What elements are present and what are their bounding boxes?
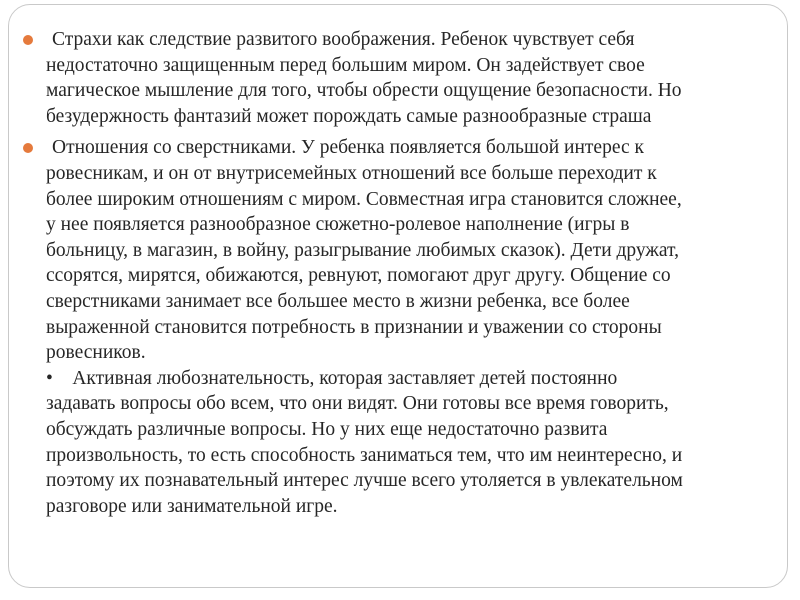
text-line: ровесникам, и он от внутрисемейных отношений все больше переходит к [46,162,657,184]
text-line: более широким отношениям с миром. Совместная игра становится сложнее, [46,188,682,210]
slide-body [22,27,774,519]
text-line: Страхи как следствие развитого воображения. Ребенок чувствует себя [52,29,635,50]
text-line: Отношения со сверстниками. У ребенка появляется большой интерес к [52,137,644,159]
text-line: ровесников. [46,342,146,364]
text-line: у нее появляется разнообразное сюжетно-ролевое наполнение (игры в [46,214,630,236]
paragraph-fears [22,27,774,129]
text-line: недостаточно защищенным перед большим миром. Он задействует свое [46,54,645,76]
text-line: больницу, в магазин, в войну, разыгрывание любимых сказок). Дети дружат, [46,239,679,261]
text-line: поэтому их познавательный интерес лучше всего утоляется в увлекательном [46,470,683,492]
text-line: безудержность фантазий может порождать самые разнообразные страша [46,105,652,127]
text-line: сверстниками занимает все большее место в жизни ребенка, все более [46,290,630,312]
text-line: разговоре или занимательной игре. [46,495,338,517]
text-line: магическое мышление для того, чтобы обрести ощущение безопасности. Но [46,80,682,102]
text-line: выраженной становится потребность в признании и уважении со стороны [46,316,662,338]
paragraph-peers [22,135,774,519]
orange-dot-icon [23,35,33,45]
orange-dot-icon [23,143,33,153]
text-line: произвольность, то есть способность заниматься тем, что им неинтересно, и [46,444,683,466]
text-line: ссорятся, мирятся, обижаются, ревнуют, помогают друг другу. Общение со [46,265,671,287]
text-line: задавать вопросы обо всем, что они видят. Они готовы все время говорить, [46,393,669,415]
text-line: обсуждать различные вопросы. Но у них еще недостаточно развита [46,418,608,440]
text-line: • Активная любознательность, которая заставляет детей постоянно [46,367,618,389]
